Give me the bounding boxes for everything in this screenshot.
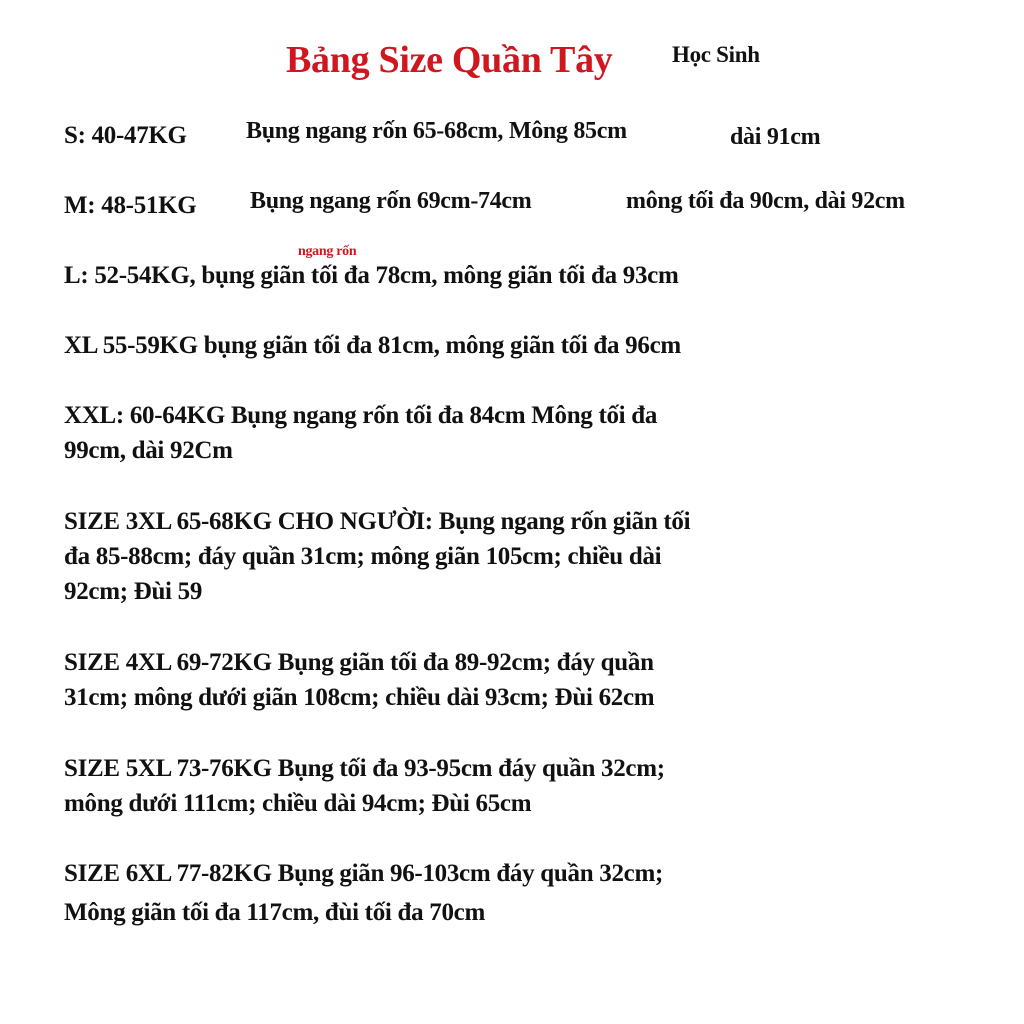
- size-l: L: 52-54KG, bụng giãn tối đa 78cm, mông giãn tối đa 93cm: [64, 262, 679, 289]
- size-3xl-line3: 92cm; Đùi 59: [64, 578, 203, 605]
- size-xxl-line2: 99cm, dài 92Cm: [64, 437, 233, 464]
- subtitle: Học Sinh: [672, 42, 760, 67]
- size-4xl-line2: 31cm; mông dưới giãn 108cm; chiều dài 93cm; Đùi 62cm: [64, 684, 655, 711]
- size-xxl-line1: XXL: 60-64KG Bụng ngang rốn tối đa 84cm Mông tối đa: [64, 402, 658, 429]
- size-s-weight: S: 40-47KG: [64, 122, 187, 149]
- size-m-length: mông tối đa 90cm, dài 92cm: [626, 188, 905, 214]
- size-3xl-line1: SIZE 3XL 65-68KG CHO NGƯỜI: Bụng ngang rốn giãn tối: [64, 508, 691, 535]
- size-m-measure: Bụng ngang rốn 69cm-74cm: [250, 188, 532, 214]
- annotation-note: ngang rốn: [298, 244, 357, 259]
- title: Bảng Size Quần Tây: [286, 39, 613, 81]
- size-s-length: dài 91cm: [730, 124, 821, 150]
- size-xl: XL 55-59KG bụng giãn tối đa 81cm, mông giãn tối đa 96cm: [64, 332, 681, 359]
- size-6xl-line1: SIZE 6XL 77-82KG Bụng giãn 96-103cm đáy quần 32cm;: [64, 860, 663, 887]
- size-s-measure: Bụng ngang rốn 65-68cm, Mông 85cm: [246, 118, 627, 144]
- size-5xl-line1: SIZE 5XL 73-76KG Bụng tối đa 93-95cm đáy quần 32cm;: [64, 755, 665, 782]
- size-m-weight: M: 48-51KG: [64, 192, 197, 219]
- size-5xl-line2: mông dưới 111cm; chiều dài 94cm; Đùi 65cm: [64, 790, 532, 817]
- size-4xl-line1: SIZE 4XL 69-72KG Bụng giãn tối đa 89-92cm; đáy quần: [64, 649, 654, 676]
- size-6xl-line2: Mông giãn tối đa 117cm, đùi tối đa 70cm: [64, 899, 485, 926]
- size-3xl-line2: đa 85-88cm; đáy quần 31cm; mông giãn 105cm; chiều dài: [64, 543, 662, 570]
